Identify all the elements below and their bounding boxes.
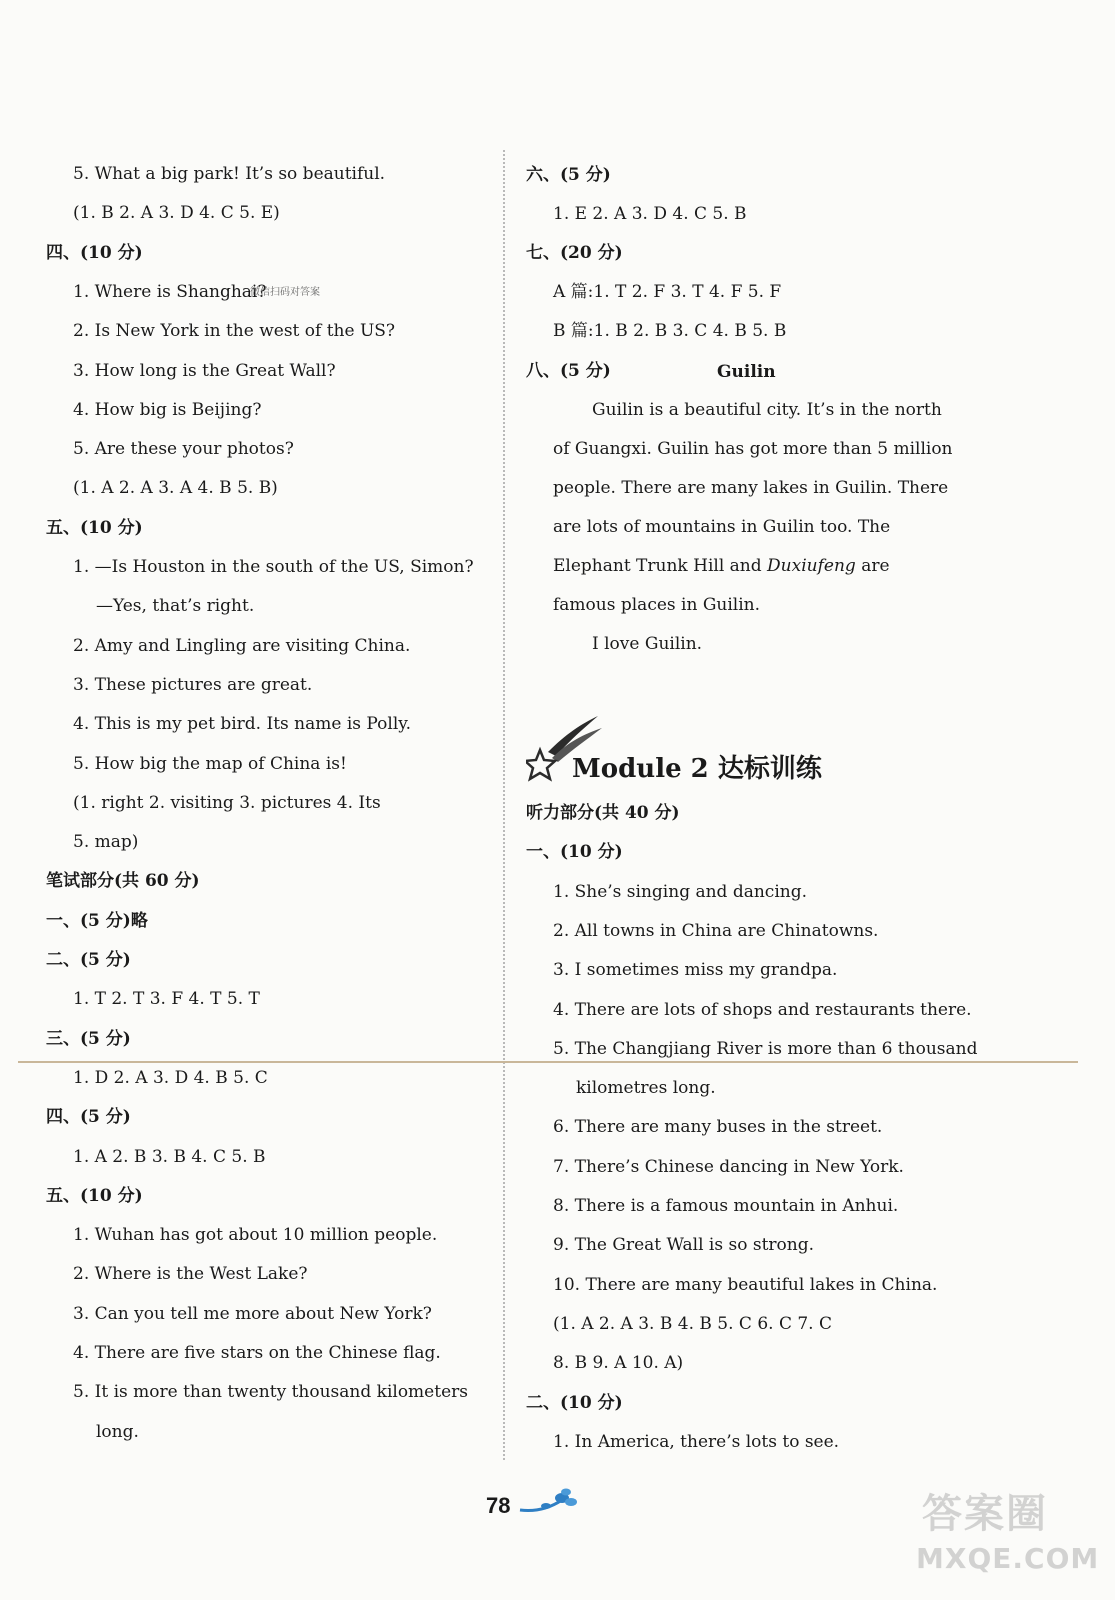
section-heading: 五、(10 分) xyxy=(46,1185,143,1206)
answer-line: long. xyxy=(96,1421,139,1442)
module-heading xyxy=(526,712,966,782)
answer-line: 4. How big is Beijing? xyxy=(73,399,262,420)
horizontal-rule xyxy=(18,1061,1078,1063)
answer-line: 1. Where is Shanghai? xyxy=(73,281,267,302)
answer-line: are lots of mountains in Guilin too. The xyxy=(553,516,891,537)
answer-line: Guilin is a beautiful city. It’s in the north xyxy=(592,399,942,420)
answer-line: 3. How long is the Great Wall? xyxy=(73,360,336,381)
answer-line: 9. The Great Wall is so strong. xyxy=(553,1235,815,1256)
leaf-ornament-icon xyxy=(516,1488,586,1518)
section-heading: 四、(10 分) xyxy=(46,242,143,263)
section-heading: 八、(5 分) xyxy=(526,360,611,381)
answer-line: (1. A 2. A 3. B 4. B 5. C 6. C 7. C xyxy=(553,1313,832,1334)
section-heading: 三、(5 分) xyxy=(46,1028,131,1049)
watermark-bottom: MXQE.COM xyxy=(916,1542,1100,1575)
answer-line: I love Guilin. xyxy=(592,634,703,655)
section-heading: 一、(10 分) xyxy=(526,842,623,863)
answer-line: 1. Wuhan has got about 10 million people. xyxy=(73,1225,438,1246)
answer-line: 6. There are many buses in the street. xyxy=(553,1117,883,1138)
answer-line: 3. Can you tell me more about New York? xyxy=(73,1303,432,1324)
answer-line: 5. Are these your photos? xyxy=(73,439,294,460)
answer-line: 4. There are five stars on the Chinese flag. xyxy=(73,1343,441,1363)
answer-line: 1. —Is Houston in the south of the US, Simon? xyxy=(73,557,474,577)
answer-line: 1. She’s singing and dancing. xyxy=(553,881,808,902)
section-heading: 四、(5 分) xyxy=(46,1107,131,1128)
essay-title: Guilin xyxy=(717,362,776,382)
answer-line: 2. All towns in China are Chinatowns. xyxy=(553,920,879,941)
answer-line: 1. T 2. T 3. F 4. T 5. T xyxy=(73,989,260,1010)
answer-line: 5. It is more than twenty thousand kilometers xyxy=(73,1382,468,1403)
answer-line: 1. D 2. A 3. D 4. B 5. C xyxy=(73,1067,268,1088)
answer-line: 8. There is a famous mountain in Anhui. xyxy=(553,1196,899,1216)
answer-line: (1. B 2. A 3. D 4. C 5. E) xyxy=(73,203,280,224)
answer-line: of Guangxi. Guilin has got more than 5 million xyxy=(553,438,953,459)
answer-line: 3. These pictures are great. xyxy=(73,674,313,695)
answer-line: 3. I sometimes miss my grandpa. xyxy=(553,960,838,981)
answer-line: (1. right 2. visiting 3. pictures 4. Its xyxy=(73,792,381,813)
answer-line: (1. A 2. A 3. A 4. B 5. B) xyxy=(73,478,278,499)
answer-line: Elephant Trunk Hill and Duxiufeng are xyxy=(553,556,890,576)
section-heading: 一、(5 分)略 xyxy=(46,910,148,931)
answer-line: 1. A 2. B 3. B 4. C 5. B xyxy=(73,1146,266,1167)
module-title: Module 2 达标训练 xyxy=(572,754,822,784)
answer-line: 5. What a big park! It’s so beautiful. xyxy=(73,164,386,184)
answer-line: A 篇:1. T 2. F 3. T 4. F 5. F xyxy=(553,282,782,303)
page-number: 78 xyxy=(486,1493,511,1518)
answer-line: 1. E 2. A 3. D 4. C 5. B xyxy=(553,204,747,225)
section-heading: 五、(10 分) xyxy=(46,517,143,538)
section-heading: 七、(20 分) xyxy=(526,243,623,264)
answer-line: 5. The Changjiang River is more than 6 thousand xyxy=(553,1038,978,1059)
answer-line: 8. B 9. A 10. A) xyxy=(553,1353,684,1374)
answer-line: 2. Where is the West Lake? xyxy=(73,1264,308,1285)
section-heading: 听力部分(共 40 分) xyxy=(526,803,680,823)
answer-line: 5. How big the map of China is! xyxy=(73,753,347,774)
watermark-top: 答案圈 xyxy=(922,1491,1048,1537)
answer-line: kilometres long. xyxy=(576,1078,716,1099)
answer-line: —Yes, that’s right. xyxy=(96,596,255,617)
answer-line: B 篇:1. B 2. B 3. C 4. B 5. B xyxy=(553,321,787,342)
watermark xyxy=(912,1474,1100,1594)
answer-line: 2. Amy and Lingling are visiting China. xyxy=(73,635,411,656)
answer-line: 10. There are many beautiful lakes in China. xyxy=(553,1274,938,1295)
column-divider xyxy=(503,150,505,1460)
answer-line: 7. There’s Chinese dancing in New York. xyxy=(553,1156,904,1177)
section-heading: 二、(10 分) xyxy=(526,1392,623,1413)
answer-line: 1. In America, there’s lots to see. xyxy=(553,1431,840,1452)
answer-line: famous places in Guilin. xyxy=(553,595,761,616)
answer-line: 4. This is my pet bird. Its name is Polly. xyxy=(73,714,411,735)
scan-stamp: 微信扫码对答案 xyxy=(250,287,320,298)
answer-line: people. There are many lakes in Guilin. There xyxy=(553,477,949,498)
section-heading: 六、(5 分) xyxy=(526,165,611,185)
answer-line: 4. There are lots of shops and restaurants there. xyxy=(553,999,972,1020)
answer-line: 2. Is New York in the west of the US? xyxy=(73,321,396,342)
answer-line: 5. map) xyxy=(73,832,139,853)
section-heading: 笔试部分(共 60 分) xyxy=(46,871,200,892)
section-heading: 二、(5 分) xyxy=(46,950,131,970)
